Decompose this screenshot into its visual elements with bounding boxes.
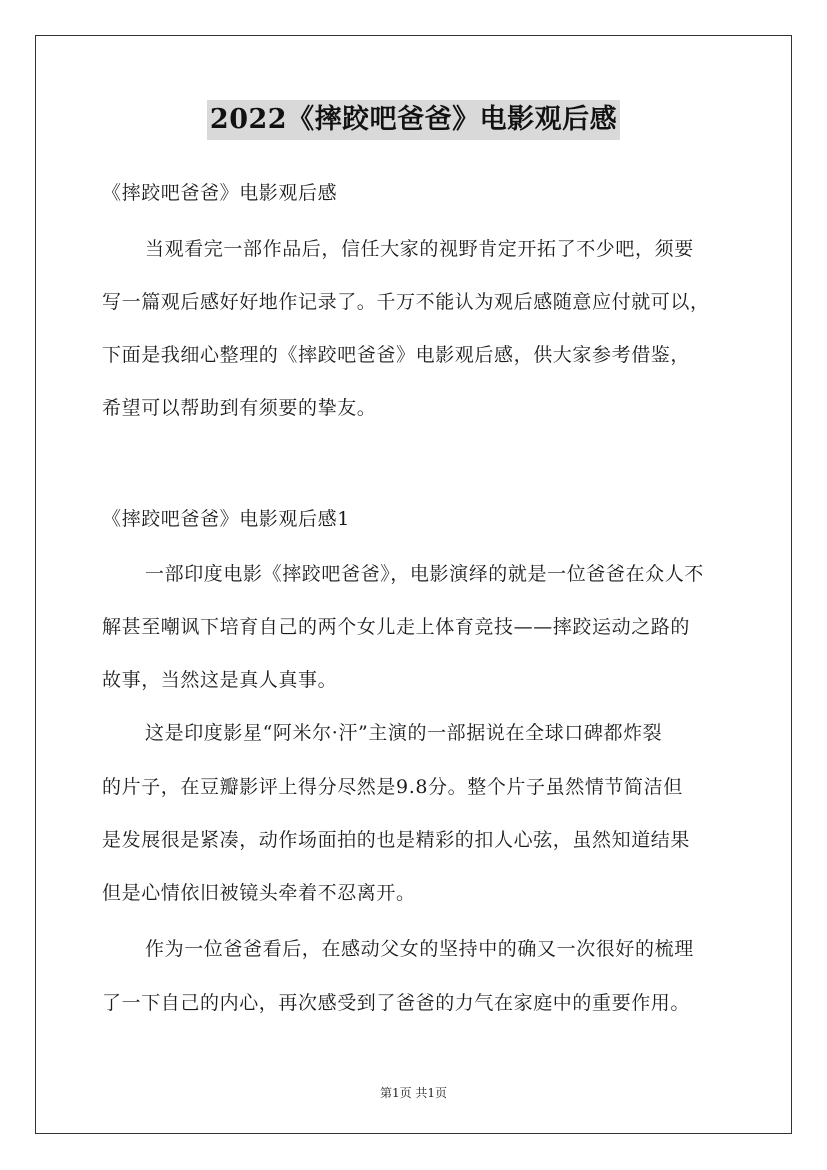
intro-line: 希望可以帮助到有须要的挚友。 <box>102 397 377 419</box>
paragraph-line: 但是心情依旧被镜头牵着不忍离开。 <box>102 882 416 904</box>
paragraph-line: 解甚至嘲讽下培育自己的两个女儿走上体育竞技——摔跤运动之路的 <box>102 616 691 638</box>
document-title: 2022《摔跤吧爸爸》电影观后感 <box>207 100 620 140</box>
page-footer: 第1页 共1页 <box>379 1086 448 1100</box>
intro-line: 下面是我细心整理的《摔跤吧爸爸》电影观后感，供大家参考借鉴， <box>102 344 691 366</box>
section-heading: 《摔跤吧爸爸》电影观后感1 <box>102 508 350 530</box>
paragraph-line: 一部印度电影《摔跤吧爸爸》，电影演绎的就是一位爸爸在众人不 <box>145 563 704 585</box>
paragraph-line: 的片子，在豆瓣影评上得分尽然是9.8分。整个片子虽然情节简洁但 <box>102 776 683 798</box>
paragraph-line: 这是印度影星“阿米尔·汗”主演的一部据说在全球口碑都炸裂 <box>145 722 663 744</box>
paragraph-line: 故事，当然这是真人真事。 <box>102 669 338 691</box>
intro-line: 当观看完一部作品后，信任大家的视野肯定开拓了不少吧，须要 <box>145 238 694 260</box>
paragraph-line: 了一下自己的内心，再次感受到了爸爸的力气在家庭中的重要作用。 <box>102 992 691 1014</box>
paragraph-line: 作为一位爸爸看后，在感动父女的坚持中的确又一次很好的梳理 <box>145 938 694 960</box>
title-container <box>0 100 827 140</box>
paragraph-line: 是发展很是紧凑，动作场面拍的也是精彩的扣人心弦，虽然知道结果 <box>102 829 691 851</box>
intro-line: 写一篇观后感好好地作记录了。千万不能认为观后感随意应付就可以， <box>102 291 710 313</box>
subtitle: 《摔跤吧爸爸》电影观后感 <box>102 182 338 204</box>
